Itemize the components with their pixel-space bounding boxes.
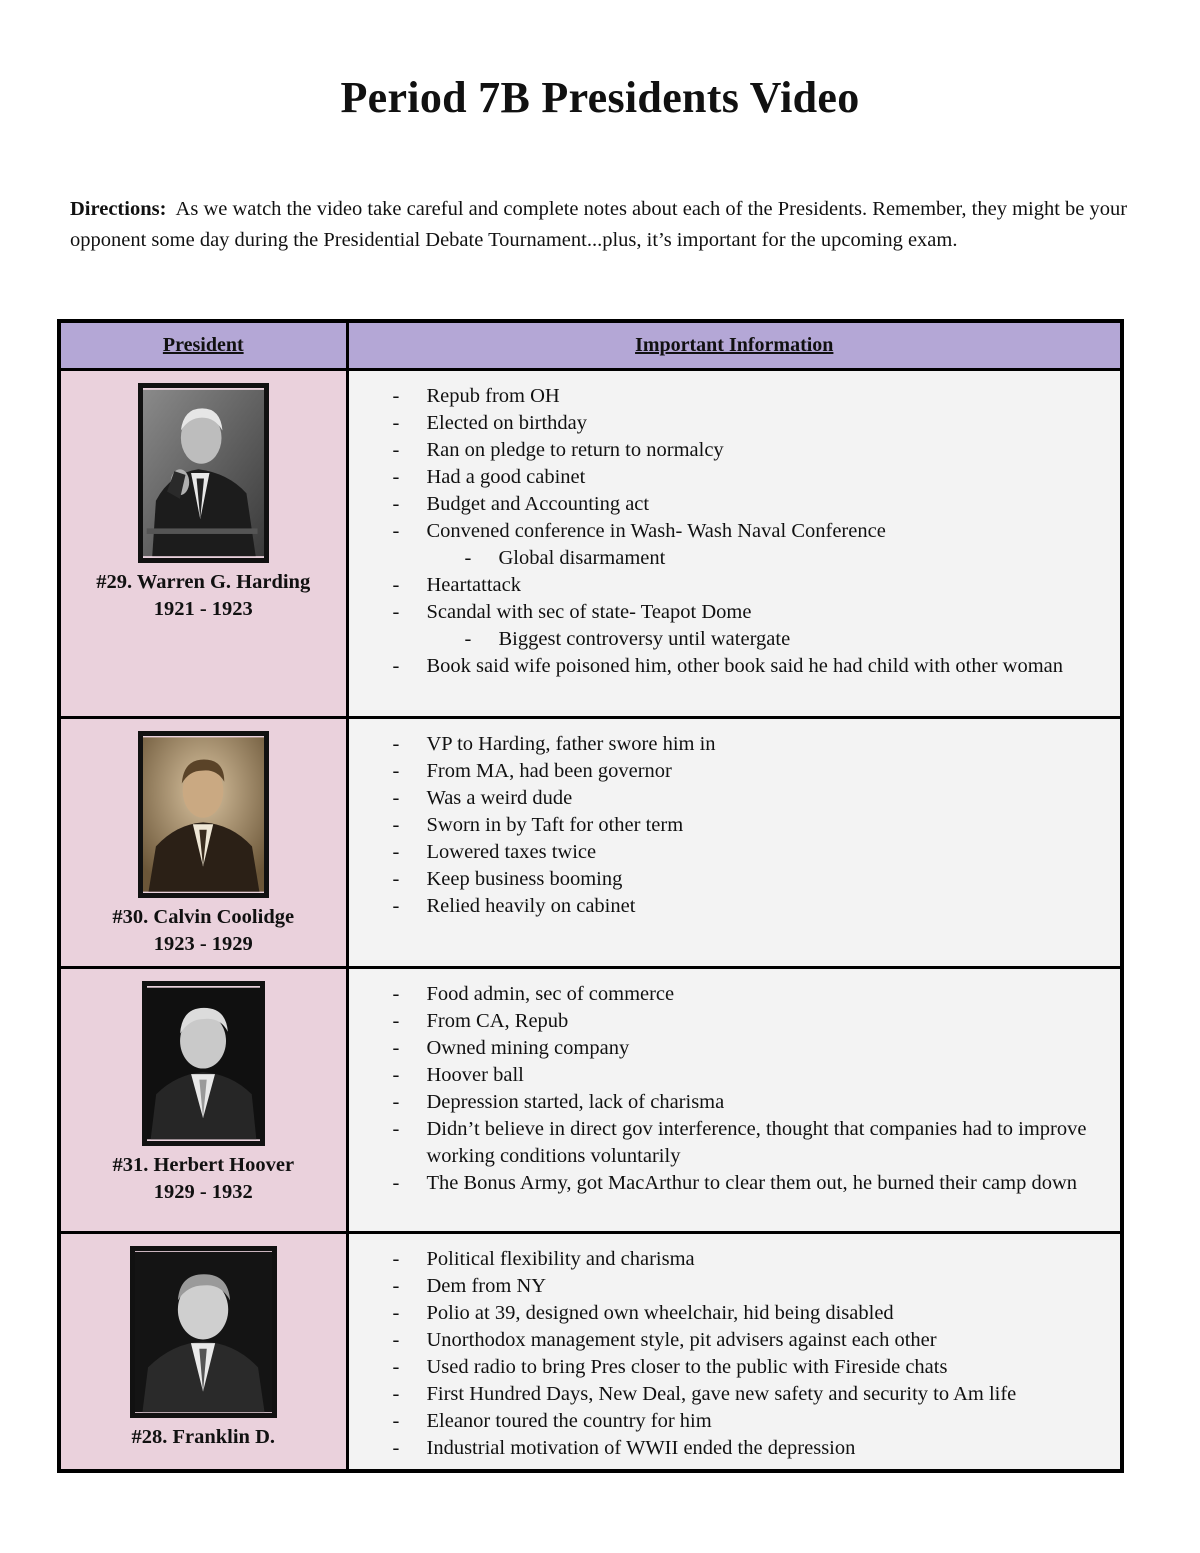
president-name: #31. Herbert Hoover bbox=[112, 1154, 295, 1176]
president-cell bbox=[59, 1233, 347, 1471]
list-item: - From MA, had been governor bbox=[349, 758, 1111, 785]
list-item: - Had a good cabinet bbox=[349, 464, 1111, 491]
president-name: #29. Warren G. Harding bbox=[96, 571, 311, 593]
table-row bbox=[59, 1233, 1122, 1471]
info-cell bbox=[347, 370, 1122, 718]
page-title: Period 7B Presidents Video bbox=[340, 73, 860, 122]
table-header-row bbox=[59, 321, 1122, 370]
president-years: 1921 - 1923 bbox=[153, 598, 253, 620]
list-item: - Dem from NY bbox=[349, 1273, 1111, 1300]
list-item: - Ran on pledge to return to normalcy bbox=[349, 437, 1111, 464]
president-cell bbox=[59, 370, 347, 718]
directions-label: Directions: bbox=[70, 198, 167, 220]
president-years: 1923 - 1929 bbox=[153, 933, 253, 955]
info-cell bbox=[347, 718, 1122, 968]
header-president: President bbox=[59, 321, 347, 370]
list-item: - From CA, Repub bbox=[349, 1008, 1111, 1035]
harding-portrait bbox=[138, 383, 269, 563]
list-item: - Food admin, sec of commerce bbox=[349, 981, 1111, 1008]
list-item: - Hoover ball bbox=[349, 1062, 1111, 1089]
list-item: - Global disarmament bbox=[349, 545, 1111, 572]
list-item: - Lowered taxes twice bbox=[349, 839, 1111, 866]
presidents-table bbox=[57, 319, 1124, 1473]
president-cell bbox=[59, 718, 347, 968]
list-item: - Eleanor toured the country for him bbox=[349, 1408, 1111, 1435]
fdr-portrait bbox=[130, 1246, 277, 1418]
hoover-portrait bbox=[142, 981, 265, 1146]
directions-paragraph bbox=[70, 194, 1132, 256]
president-years: 1929 - 1932 bbox=[153, 1181, 253, 1203]
list-item: - Scandal with sec of state- Teapot Dome bbox=[349, 599, 1111, 626]
list-item: - Owned mining company bbox=[349, 1035, 1111, 1062]
list-item: - Used radio to bring Pres closer to the public with Fireside chats bbox=[349, 1354, 1111, 1381]
list-item: - Relied heavily on cabinet bbox=[349, 893, 1111, 920]
notes-list bbox=[349, 981, 1121, 1197]
list-item: - Polio at 39, designed own wheelchair, hid being disabled bbox=[349, 1300, 1111, 1327]
table-row bbox=[59, 968, 1122, 1233]
table-row bbox=[59, 718, 1122, 968]
list-item: - Biggest controversy until watergate bbox=[349, 626, 1111, 653]
list-item: - Repub from OH bbox=[349, 383, 1111, 410]
president-name: #30. Calvin Coolidge bbox=[112, 906, 295, 928]
list-item: - VP to Harding, father swore him in bbox=[349, 731, 1111, 758]
list-item: - Unorthodox management style, pit advisers against each other bbox=[349, 1327, 1111, 1354]
president-name: #28. Franklin D. bbox=[131, 1426, 276, 1448]
notes-list bbox=[349, 731, 1121, 920]
list-item: - Was a weird dude bbox=[349, 785, 1111, 812]
list-item: - Sworn in by Taft for other term bbox=[349, 812, 1111, 839]
list-item: - First Hundred Days, New Deal, gave new safety and security to Am life bbox=[349, 1381, 1111, 1408]
list-item: - Budget and Accounting act bbox=[349, 491, 1111, 518]
list-item: - Convened conference in Wash- Wash Naval Conference bbox=[349, 518, 1111, 545]
info-cell bbox=[347, 1233, 1122, 1471]
list-item: - Depression started, lack of charisma bbox=[349, 1089, 1111, 1116]
list-item: - Political flexibility and charisma bbox=[349, 1246, 1111, 1273]
notes-list bbox=[349, 1246, 1121, 1462]
list-item: - The Bonus Army, got MacArthur to clear them out, he burned their camp down bbox=[349, 1170, 1111, 1197]
header-important-information: Important Information bbox=[347, 321, 1122, 370]
list-item: - Book said wife poisoned him, other book said he had child with other woman bbox=[349, 653, 1111, 680]
directions-text: As we watch the video take careful and complete notes about each of the Presidents. Remember, they might be your opponent some day during the Presidential Debate Tournament...plus, it’s important for the upcoming exam. bbox=[70, 198, 1128, 251]
table-row bbox=[59, 370, 1122, 718]
list-item: - Industrial motivation of WWII ended the depression bbox=[349, 1435, 1111, 1462]
list-item: - Heartattack bbox=[349, 572, 1111, 599]
notes-list bbox=[349, 383, 1121, 680]
list-item: - Didn’t believe in direct gov interference, thought that companies had to improve working conditions voluntarily bbox=[349, 1116, 1111, 1170]
info-cell bbox=[347, 968, 1122, 1233]
list-item: - Elected on birthday bbox=[349, 410, 1111, 437]
president-cell bbox=[59, 968, 347, 1233]
coolidge-portrait bbox=[138, 731, 269, 898]
list-item: - Keep business booming bbox=[349, 866, 1111, 893]
